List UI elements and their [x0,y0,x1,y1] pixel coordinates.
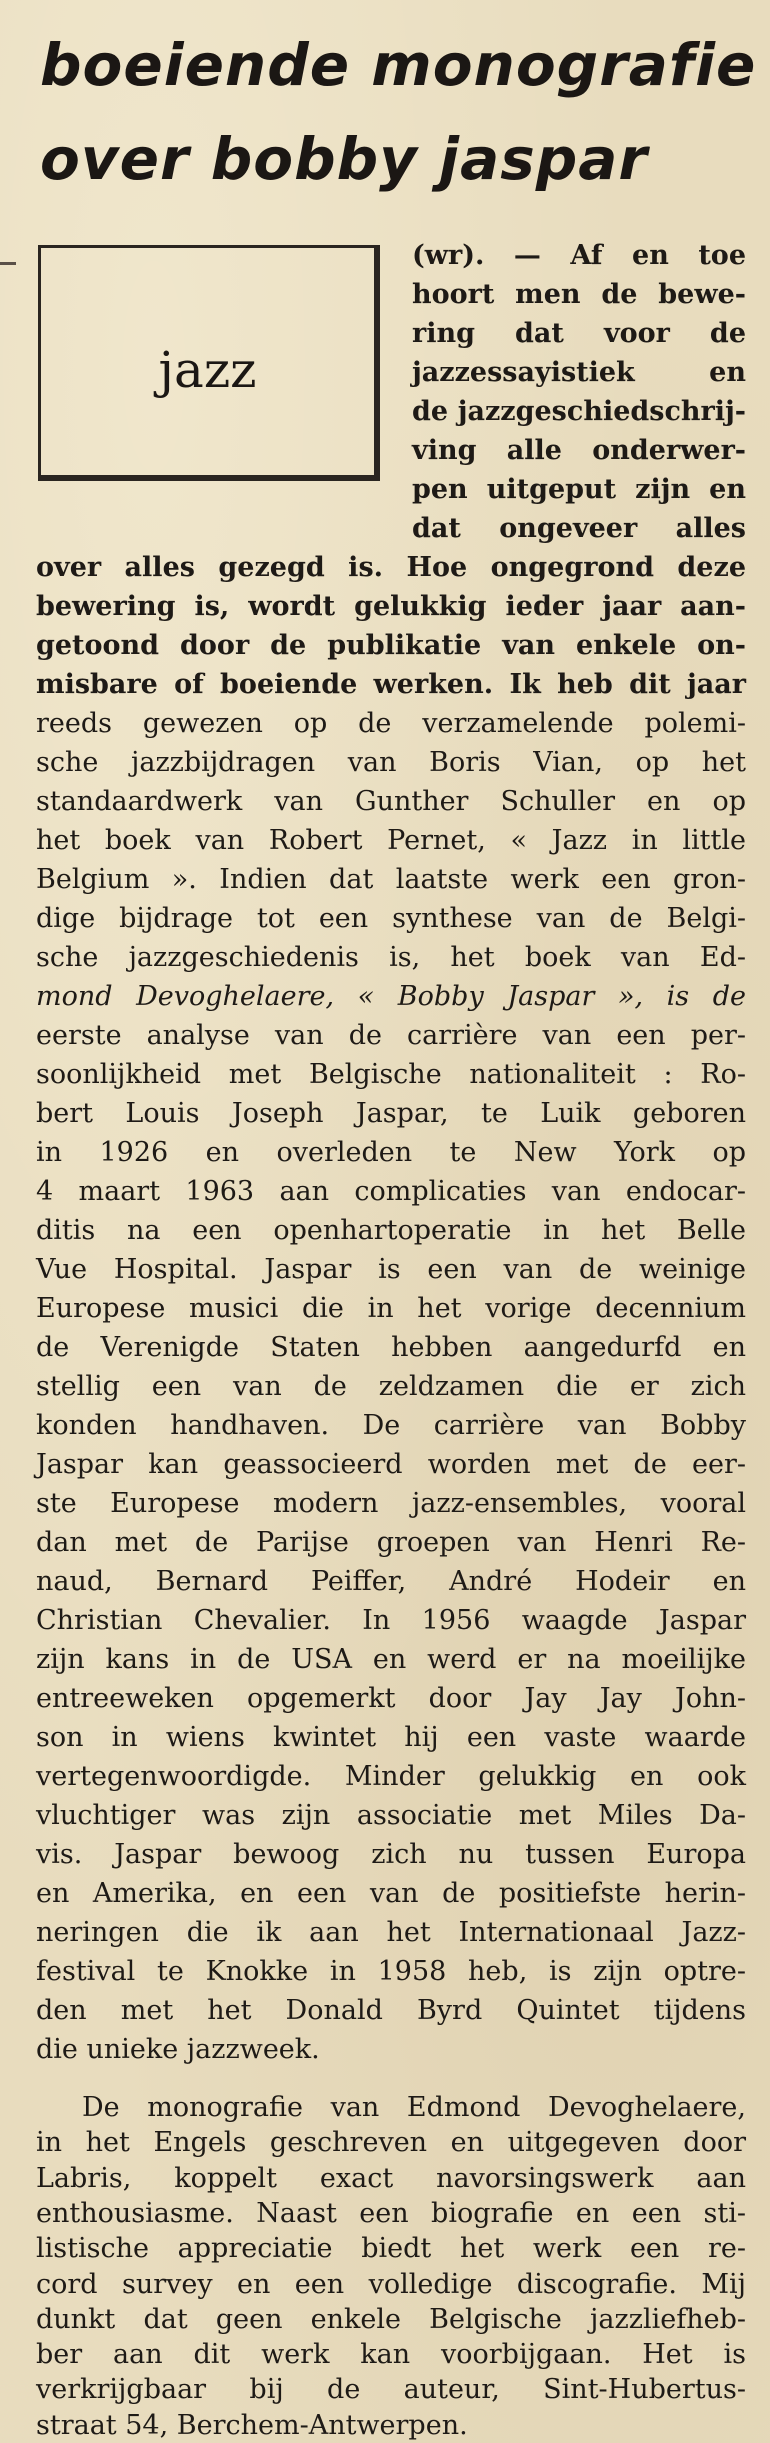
body-line: son in wiens kwintet hij een vaste waarde [36,1722,746,1753]
body-line: listische appreciatie biedt het werk een re- [36,2233,746,2265]
body-line: dan met de Parijse groepen van Henri Re- [36,1527,746,1558]
body-line: het boek van Robert Pernet, « Jazz in little [36,825,746,856]
body-line: zijn kans in de USA en werd er na moeilijke [36,1644,746,1675]
body-line: eerste analyse van de carrière van een per- [36,1020,746,1051]
body-line: in 1926 en overleden te New York op [36,1137,746,1168]
body-line: in het Engels geschreven en uitgegeven door [36,2127,746,2159]
body-line: soonlijkheid met Belgische nationaliteit : Ro- [36,1059,746,1090]
body-line: ste Europese modern jazz-ensembles, vooral [36,1488,746,1519]
body-line: Labris, koppelt exact navorsingswerk aan [36,2162,746,2194]
body-line: vis. Jaspar bewoog zich nu tussen Europa [36,1839,746,1870]
body-line: dige bijdrage tot een synthese van de Belgi- [36,903,746,934]
body-line: de Verenigde Staten hebben aangedurfd en [36,1332,746,1363]
body-line: sche jazzgeschiedenis is, het boek van Ed- [36,942,746,973]
body-line: over alles gezegd is. Hoe ongegrond deze [36,552,746,583]
body-line: stellig een van de zeldzamen die er zich [36,1371,746,1402]
body-line: (wr). — Af en toe [412,240,746,271]
body-line: dunkt dat geen enkele Belgische jazzliefheb- [36,2303,746,2335]
body-line: straat 54, Berchem-Antwerpen. [36,2409,468,2441]
body-line: getoond door de publikatie van enkele on- [36,630,746,661]
body-line: vertegenwoordigde. Minder gelukkig en ook [36,1761,746,1792]
headline-line-2: over bobby jaspar [40,125,648,193]
body-line: naud, Bernard Peiffer, André Hodeir en [36,1566,746,1597]
body-line: enthousiasme. Naast een biografie en een sti- [36,2197,746,2229]
body-line: konden handhaven. De carrière van Bobby [36,1410,746,1441]
body-line: Jaspar kan geassocieerd worden met de eer- [36,1449,746,1480]
body-line: ditis na een openhartoperatie in het Belle [36,1215,746,1246]
body-line: ring dat voor de [412,318,746,349]
body-line: en Amerika, en een van de positiefste herin- [36,1878,746,1909]
body-line: Belgium ». Indien dat laatste werk een gron- [36,864,746,895]
body-line: sche jazzbijdragen van Boris Vian, op het [36,747,746,778]
body-line: neringen die ik aan het Internationaal Jazz- [36,1917,746,1948]
body-line: cord survey en een volledige discografie. Mij [36,2268,746,2300]
body-line: festival te Knokke in 1958 heb, is zijn optre- [36,1956,746,1987]
body-line: misbare of boeiende werken. Ik heb dit jaar [36,669,746,700]
body-line: standaardwerk van Gunther Schuller en op [36,786,746,817]
body-line: dat ongeveer alles [412,513,746,544]
body-line: ving alle onderwer- [412,435,746,466]
body-line: bert Louis Joseph Jaspar, te Luik geboren [36,1098,746,1129]
body-line: vluchtiger was zijn associatie met Miles Da- [36,1800,746,1831]
body-line: de jazzgeschiedschrij- [412,396,746,427]
body-line: bewering is, wordt gelukkig ieder jaar aan- [36,591,746,622]
body-line: hoort men de bewe- [412,279,746,310]
body-line: Christian Chevalier. In 1956 waagde Jaspar [36,1605,746,1636]
body-line: entreeweken opgemerkt door Jay Jay John- [36,1683,746,1714]
body-line: Europese musici die in het vorige decennium [36,1293,746,1324]
body-line: die unieke jazzweek. [36,2034,320,2065]
body-line: den met het Donald Byrd Quintet tijdens [36,1995,746,2026]
margin-mark [0,262,16,265]
jazz-column-label: jazz [158,341,257,399]
headline-line-1: boeiende monografie [40,31,757,99]
body-line: reeds gewezen op de verzamelende polemi- [36,708,746,739]
body-line: 4 maart 1963 aan complicaties van endocar- [36,1176,746,1207]
body-line: jazzessayistiek en [412,357,746,388]
body-line: De monografie van Edmond Devoghelaere, [82,2092,746,2123]
headline [40,18,757,206]
jazz-column-box [38,245,380,481]
body-line: mond Devoghelaere, « Bobby Jaspar », is de [36,981,746,1012]
body-line: Vue Hospital. Jaspar is een van de weinige [36,1254,746,1285]
body-line: pen uitgeput zijn en [412,474,746,505]
body-line: ber aan dit werk kan voorbijgaan. Het is [36,2339,746,2371]
body-line: verkrijgbaar bij de auteur, Sint-Hubertus- [36,2374,746,2406]
